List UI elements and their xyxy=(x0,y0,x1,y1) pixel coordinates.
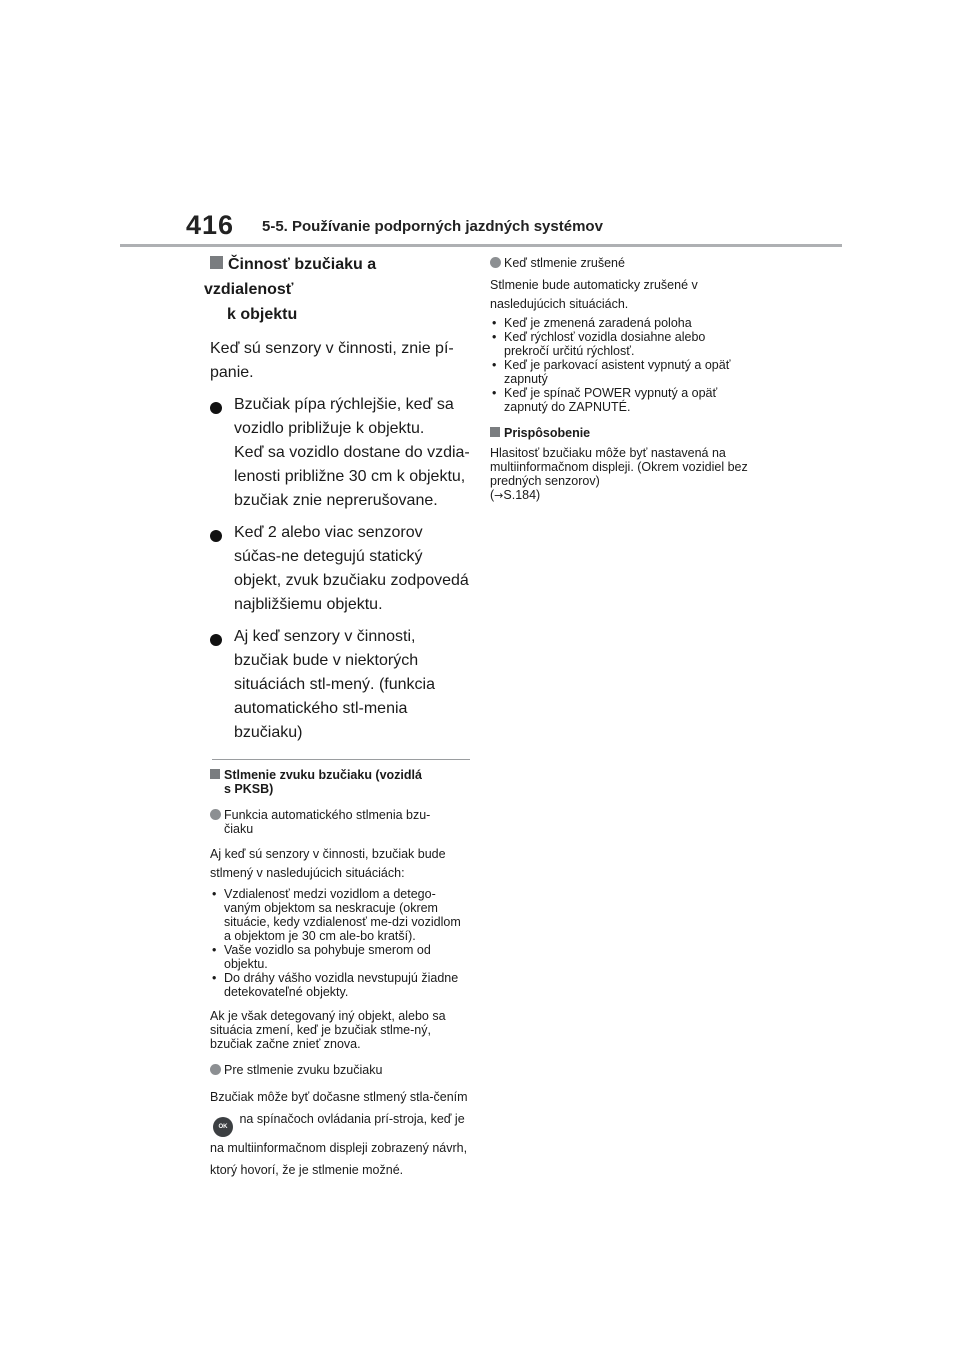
bullet-3-text: Aj keď senzory v činnosti, bzučiak bude v niektorých situáciách stl-mený. (funkcia automatického stl-menia bzučiaku) xyxy=(234,628,435,741)
subheading-text: Prispôsobenie xyxy=(504,426,591,440)
manual-mute-text-before: Bzučiak môže byť dočasne stlmený stla-čením xyxy=(210,1090,468,1104)
page-reference-link[interactable]: S.184) xyxy=(503,488,541,502)
list-item: • Keď rýchlosť vozidla dosiahne alebo prekročí určitú rýchlosť. xyxy=(490,330,750,358)
subheading-line-2: s PKSB) xyxy=(224,782,274,796)
bullet-dot-icon xyxy=(210,402,222,414)
manual-mute-text-after: na spínačoch ovládania prí-stroja, keď je na multiinformačnom displeji zobrazený návrh, ktorý hovorí, že je stlmenie možné. xyxy=(210,1112,468,1177)
bullet-item-1 xyxy=(210,393,470,513)
dot-heading-line-1: Funkcia automatického stlmenia bzu- xyxy=(224,808,431,822)
right-column xyxy=(490,250,750,503)
bullet-1-text-b: Keď sa vozidlo dostane do vzdia-lenosti približne 30 cm k objektu, bzučiak znie neprerušovane. xyxy=(234,444,470,509)
dot-heading-text: Keď stlmenie zrušené xyxy=(504,256,625,270)
cancel-situations-list xyxy=(490,316,750,414)
header-rule xyxy=(120,244,842,247)
list-item: • Vaše vozidlo sa pohybuje smerom od objektu. xyxy=(210,943,470,971)
dot-heading-manual-mute xyxy=(210,1063,470,1077)
customization-text: Hlasitosť bzučiaku môže byť nastavená na multiinformačnom displeji. (Okrem vozidiel bez predných senzorov) xyxy=(490,446,748,488)
square-marker-icon xyxy=(490,427,500,437)
paragraph-mute-situations: Aj keď sú senzory v činnosti, bzučiak bude stlmený v nasledujúcich situáciách: xyxy=(210,847,446,880)
paragraph-unmute: Ak je však detegovaný iný objekt, alebo sa situácia zmení, keď je bzučiak stlme-ný, bzučiak začne znieť znova. xyxy=(210,1009,446,1051)
page-header xyxy=(0,0,960,250)
bullet-dot-icon xyxy=(210,530,222,542)
chapter-title: 5-5. Používanie podporných jazdných systémov xyxy=(262,218,603,235)
list-item: • Vzdialenosť medzi vozidlom a detego-vaným objektom sa neskracuje (okrem situácie, kedy vzdialenosť me-dzi vozidlom a objektom je 30 cm ale-bo kratší). xyxy=(210,887,470,943)
dot-marker-icon xyxy=(490,257,501,268)
bullet-1-text-a: Bzučiak pípa rýchlejšie, keď sa vozidlo približuje k objektu. xyxy=(234,396,454,437)
dot-marker-icon xyxy=(210,1064,221,1075)
dot-heading-mute-cancelled xyxy=(490,256,750,270)
list-item: • Do dráhy vášho vozidla nevstupujú žiadne detekovateľné objekty. xyxy=(210,971,470,999)
subheading-customization xyxy=(490,426,750,440)
intro-text: Keď sú senzory v činnosti, znie pí- panie. xyxy=(210,340,454,381)
dot-heading-text: Pre stlmenie zvuku bzučiaku xyxy=(224,1063,383,1077)
paragraph-cancel-situations: Stlmenie bude automaticky zrušené v nasledujúcich situáciách. xyxy=(490,278,698,311)
list-item: • Keď je spínač POWER vypnutý a opäť zapnutý do ZAPNUTÉ. xyxy=(490,386,750,414)
mute-situations-list xyxy=(210,887,470,999)
left-column xyxy=(204,250,470,1181)
section-divider xyxy=(212,759,470,760)
subheading-line-1: Stlmenie zvuku bzučiaku (vozidlá xyxy=(224,768,422,782)
ok-button-icon: OK xyxy=(213,1117,233,1137)
section-heading-buzzer-distance xyxy=(204,252,470,327)
arrow-right-icon: → xyxy=(494,489,504,502)
intro-paragraph xyxy=(210,337,470,385)
heading-line-2: k objektu xyxy=(227,306,298,323)
subheading-buzzer-mute xyxy=(210,768,470,796)
list-item: • Keď je parkovací asistent vypnutý a opäť zapnutý xyxy=(490,358,750,386)
bullet-item-2 xyxy=(210,521,470,617)
dot-marker-icon xyxy=(210,809,221,820)
dot-heading-auto-mute xyxy=(210,808,470,836)
paragraph-customization xyxy=(490,446,750,503)
ref-open: ( xyxy=(490,488,495,502)
list-item: • Keď je zmenená zaradená poloha xyxy=(490,316,750,330)
bullet-2-text: Keď 2 alebo viac senzorov súčas-ne detegujú statický objekt, zvuk bzučiaku zodpovedá najbližšiemu objektu. xyxy=(234,524,469,613)
heading-line-1: Činnosť bzučiaku a vzdialenosť xyxy=(204,256,377,298)
page-number: 416 xyxy=(186,210,235,240)
bullet-dot-icon xyxy=(210,634,222,646)
paragraph-manual-mute xyxy=(210,1086,470,1181)
dot-heading-line-2: čiaku xyxy=(224,822,254,836)
square-marker-icon xyxy=(210,769,220,779)
square-marker-icon xyxy=(210,256,223,269)
bullet-item-3 xyxy=(210,625,470,745)
